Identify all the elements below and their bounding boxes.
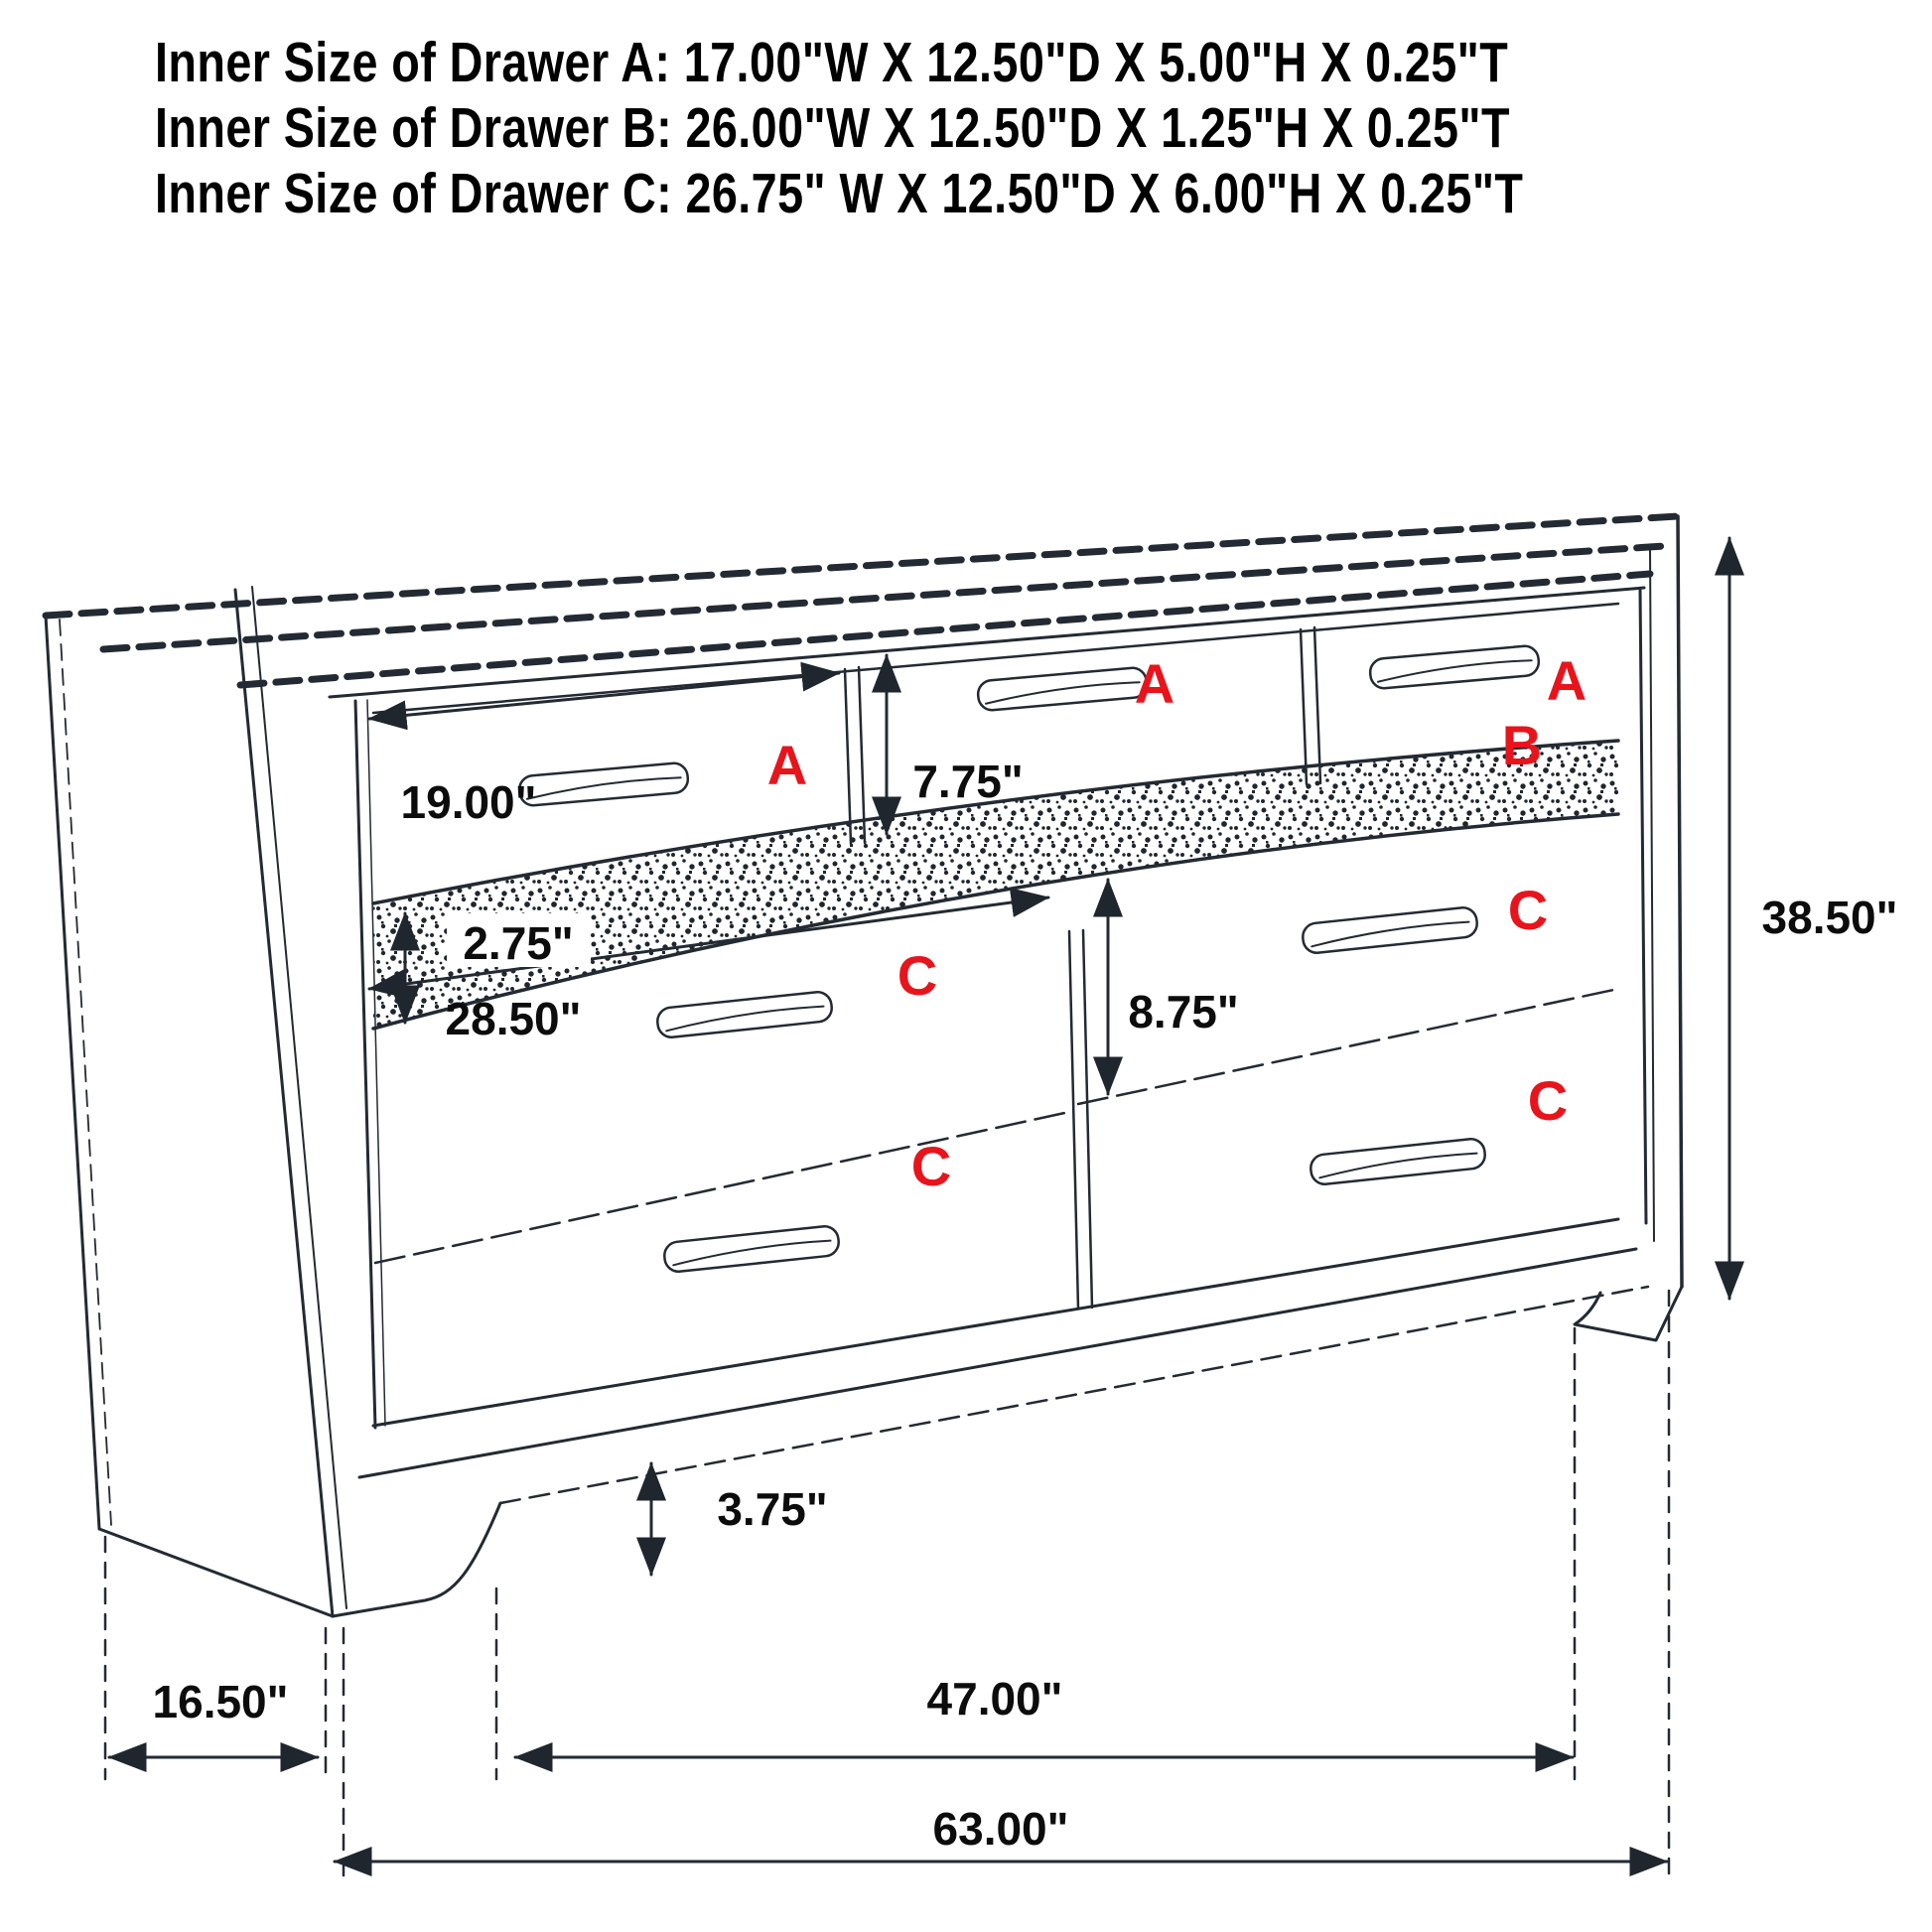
extension-lines: [105, 1291, 1669, 1883]
handle-icon: [1369, 645, 1540, 690]
base-and-feet: [333, 1249, 1682, 1616]
line-art: [46, 516, 1729, 1883]
handle-icon: [656, 991, 833, 1038]
dimension-drawer-a-width: 19.00": [400, 776, 537, 828]
header-line-drawer-b: Inner Size of Drawer B: 26.00"W X 12.50"D X 1.25"H X 0.25"T: [155, 96, 1510, 160]
handle-icon: [977, 667, 1148, 712]
dim-arrow-drawer-a-width: [369, 673, 839, 719]
handle-icon: [1310, 1138, 1486, 1185]
left-side-panel: [46, 587, 346, 1616]
label-drawer-a1: A: [766, 734, 808, 796]
dimension-foot-height: 3.75": [717, 1483, 828, 1535]
label-drawer-a3: A: [1546, 649, 1587, 712]
dimension-overall-height: 38.50": [1761, 892, 1898, 943]
dimension-feet-span: 47.00": [926, 1673, 1063, 1725]
drawer-handles: [518, 645, 1543, 1273]
header-line-drawer-a: Inner Size of Drawer A: 17.00"W X 12.50"D X 5.00"H X 0.25"T: [155, 31, 1509, 94]
dimension-tray-height: 2.75": [463, 917, 574, 969]
label-drawer-b: B: [1501, 714, 1543, 776]
handle-icon: [663, 1225, 840, 1273]
dimension-arrows: [109, 538, 1729, 1862]
dimension-drawer-c-width: 28.50": [445, 993, 582, 1044]
handle-icon: [518, 762, 689, 807]
dimension-side-depth: 16.50": [152, 1676, 289, 1727]
handle-icon: [1302, 906, 1478, 954]
label-drawer-c-bottom-left: C: [910, 1135, 952, 1197]
dimension-overall-width: 63.00": [932, 1803, 1069, 1855]
left-bracket-foot: [333, 1503, 500, 1616]
label-drawer-c-top-right: C: [1507, 879, 1549, 941]
dimension-drawer-c-height: 8.75": [1128, 986, 1239, 1037]
label-drawer-a2: A: [1134, 652, 1175, 715]
header-line-drawer-c: Inner Size of Drawer C: 26.75" W X 12.50"D X 6.00"H X 0.25"T: [155, 162, 1524, 225]
label-drawer-c-bottom-right: C: [1527, 1069, 1569, 1132]
dimension-drawer-a-height: 7.75": [912, 756, 1024, 807]
right-bracket-foot: [1575, 1287, 1682, 1340]
label-drawer-c-top-left: C: [897, 944, 938, 1007]
